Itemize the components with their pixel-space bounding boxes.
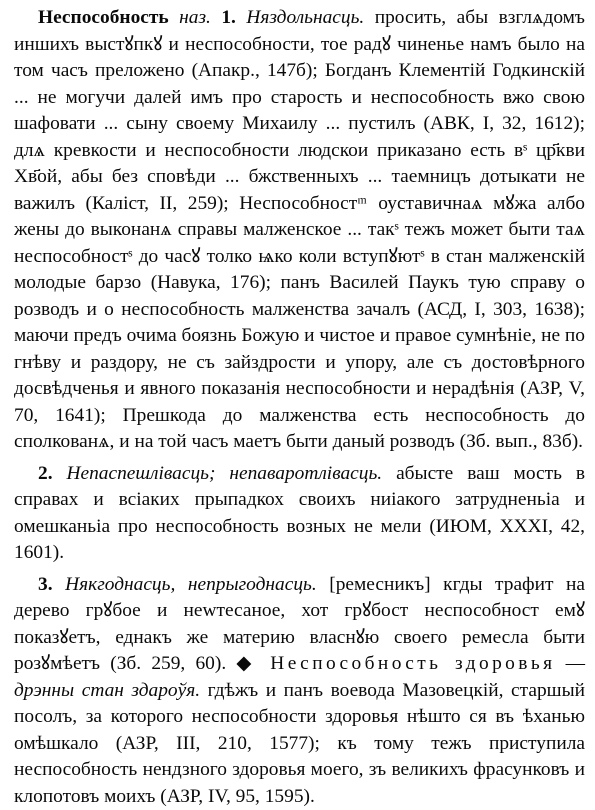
phrase-citations: гдѣжъ и панъ воевода Мазовецкій, старшый посолъ, за которого неспособности здоровья нѣшто ся въ ѣханью омѣшкало (АЗР, ІІІ, 210, 1577); къ тому тежъ приступила неспособность нендзного здоровья моего, зъ великихъ фрасунковъ и клопотовъ моихъ (АЗР, IV, 95, 1595). — [14, 680, 585, 807]
sense-1 — [14, 5, 585, 456]
dash: — — [555, 653, 585, 674]
headword: Неспособность — [38, 7, 169, 28]
sense-citations: просить, абы взглѧдомъ иншихъ выстꙋпкꙋ и неспособности, тое радꙋ чиненье намъ было на том часъ преложено (Апакр., 147б); Богданъ Клементій Годкинскій ... не могучи далей имъ про старость и неспособность вжо свою шафовати ... сыну своему Михаилу ... пустилъ (АВК, І, 32, 1612); длѧ кревкости и неспособности людскои приказано есть вˢ цр҃кви Хв҃ой, абы без сповѣди ... бжственныхъ ... таемницъ дотыкати не важилъ (Каліст, ІІ, 259); Неспособност ͫ оуставичнаѧ мꙋжа албо жены до выконанѧ справы малженское ... такˢ тежъ может быти таѧ неспособностˢ до часꙋ толко ѩко коли вступꙋютˢ в стан малженскій молодые барзо (Навука, 176); панъ Василей Паукъ тую справу о розводъ и о неспособность малженства зачалъ (АСД, І, 303, 1638); маючи предъ очима боязнь Божую и чистое и правое сумнѣніе, не по гнѣву и раздору, не съ зайздрости и упору, але съ достовѣрного досвѣдченья и явного показанія неспособности и нерадѣнія (АЗР, V, 70, 1641); Прешкода до малженства есть неспособность до сполкованѧ, и на той часъ маетъ быти даный розводъ (Зб. вып., 83б). — [14, 7, 585, 452]
sense-gloss: Непаспешлівасць; непаваротлівасць. — [66, 463, 382, 484]
part-of-speech: наз. — [179, 7, 211, 28]
sense-citations: [ремесникъ] кгды трафит на дерево грꙋбое и неwтесаное, хот грꙋбост неспособност емꙋ показꙋетъ, еднакъ же материю власнꙋю своего ремесла быти розꙋмѣетъ (Зб. 259, 60). — [14, 574, 585, 675]
sense-gloss: Някгоднасць, непрыгоднасць. — [65, 574, 317, 595]
phrase-gloss: дрэнны стан здароўя. — [14, 680, 200, 701]
sense-3 — [14, 572, 585, 810]
sense-citations: абысте ваш мость в справах и всіаких прыпадкох своихъ ниіакого затрудненьіа и омешканьіа про неспособность возных не мели (ИЮМ, XXXI, 42, 1601). — [14, 463, 585, 564]
sense-number: 3. — [38, 574, 53, 595]
sense-number: 2. — [38, 463, 53, 484]
sense-number: 1. — [221, 7, 236, 28]
diamond-icon: ◆ — [236, 653, 256, 674]
phrase: Неспособность здоровья — [257, 653, 556, 674]
sense-2 — [14, 461, 585, 567]
sense-gloss: Няздольнасць. — [246, 7, 364, 28]
